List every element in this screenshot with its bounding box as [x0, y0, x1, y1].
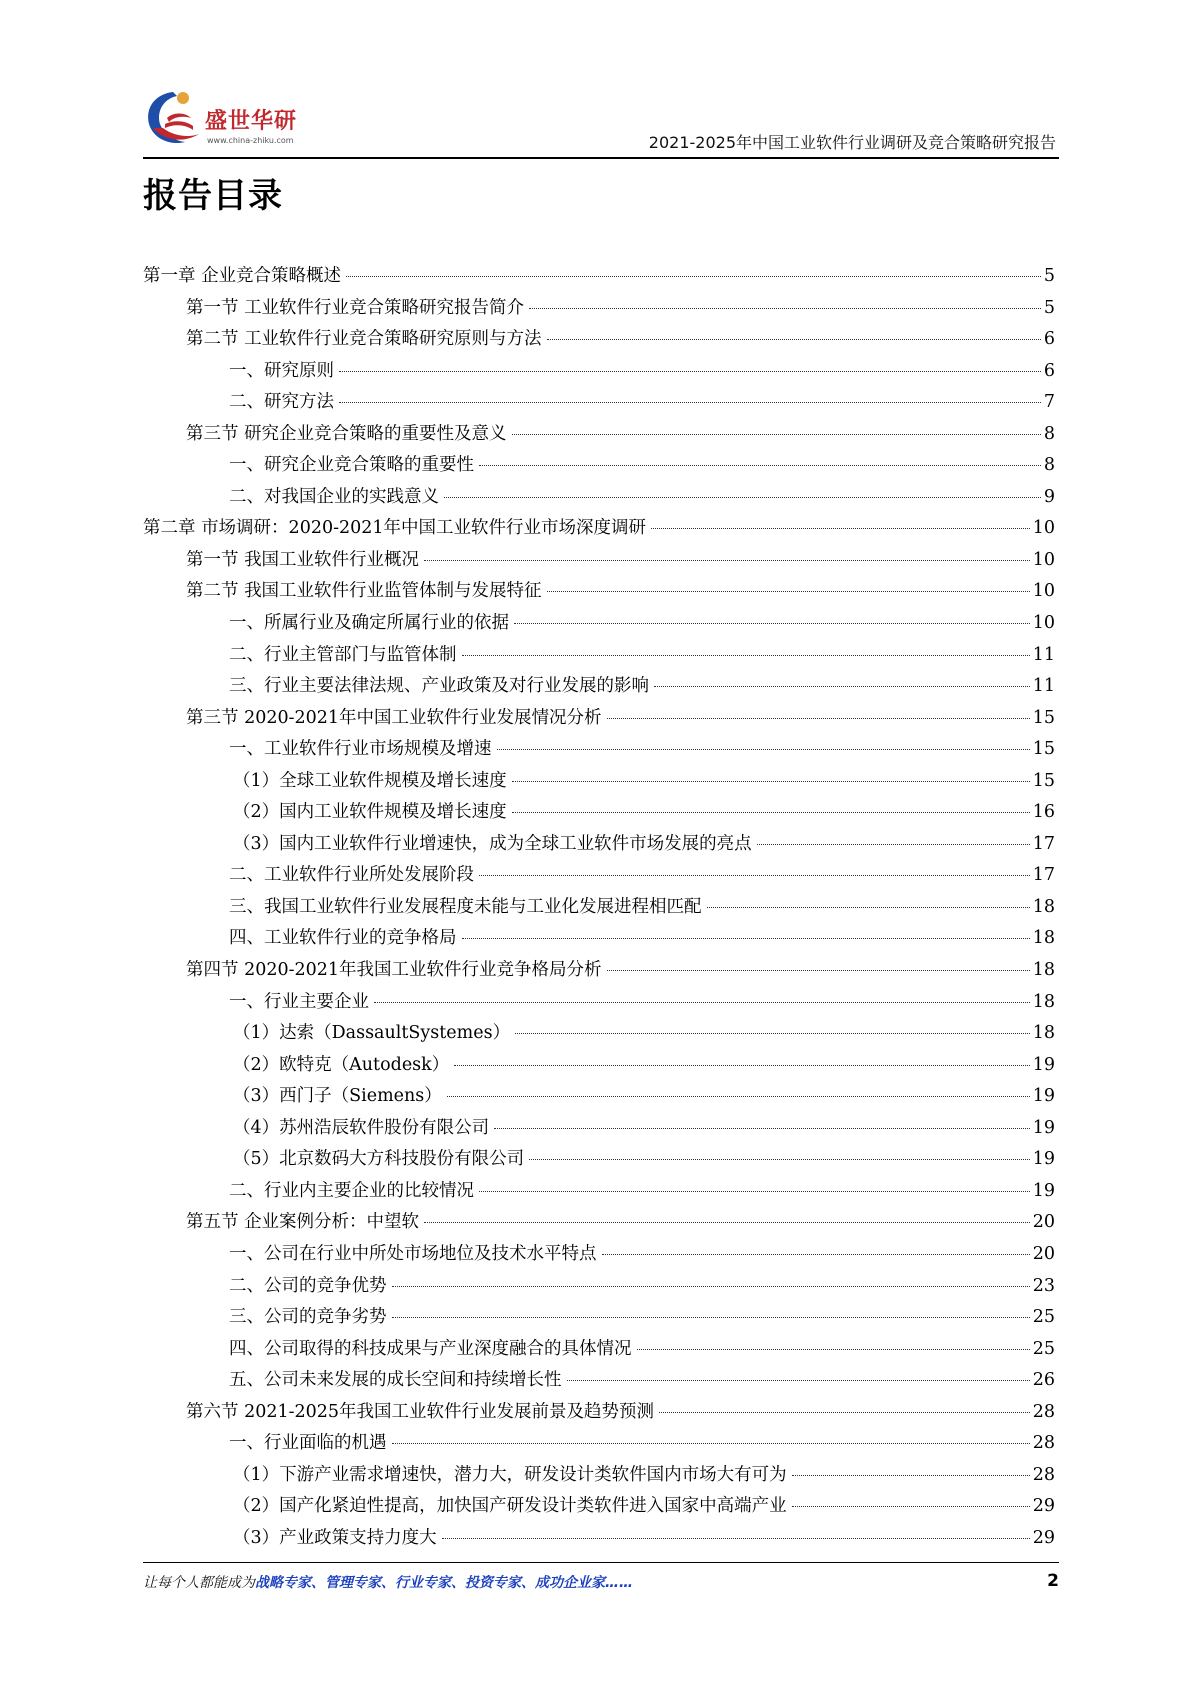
toc-entry-page: 25: [1032, 1307, 1055, 1328]
toc-entry[interactable]: [143, 1398, 1055, 1430]
toc-entry[interactable]: [143, 641, 1055, 673]
toc-entry[interactable]: [143, 1335, 1055, 1367]
toc-entry-page: 11: [1032, 644, 1055, 665]
toc-entry-label: 二、工业软件行业所处发展阶段: [229, 865, 474, 886]
toc-entry-label: 第三节 研究企业竞合策略的重要性及意义: [186, 423, 507, 444]
toc-entry-page: 19: [1032, 1054, 1055, 1075]
toc-entry-page: 28: [1032, 1464, 1055, 1485]
toc-entry-label: 二、对我国企业的实践意义: [229, 486, 439, 507]
toc-entry-label: 三、行业主要法律法规、产业政策及对行业发展的影响: [229, 676, 649, 697]
toc-entry-label: 第六节 2021-2025年我国工业软件行业发展前景及趋势预测: [186, 1401, 655, 1422]
toc-entry-label: 一、研究企业竞合策略的重要性: [229, 455, 474, 476]
toc-entry-page: 26: [1032, 1370, 1055, 1391]
toc-entry[interactable]: [143, 1082, 1055, 1114]
logo-text: 盛世华研: [205, 109, 298, 134]
toc-entry[interactable]: [143, 672, 1055, 704]
toc-entry-label: 二、行业主管部门与监管体制: [229, 644, 457, 665]
toc-dot-leader: [339, 402, 1041, 403]
toc-entry-label: 四、工业软件行业的竞争格局: [229, 928, 457, 949]
toc-entry-label: （2）欧特克（Autodesk）: [233, 1054, 450, 1075]
toc-dot-leader: [479, 875, 1030, 876]
toc-entry[interactable]: [143, 262, 1055, 294]
toc-entry-page: 18: [1032, 928, 1055, 949]
toc-entry-page: 20: [1032, 1212, 1055, 1233]
toc-entry-page: 10: [1032, 518, 1055, 539]
toc-entry[interactable]: [143, 357, 1055, 389]
header-divider: [143, 157, 1059, 159]
toc-entry-label: 第一章 企业竞合策略概述: [143, 266, 342, 286]
toc-entry-page: 9: [1043, 486, 1055, 507]
toc-entry-label: 第一节 我国工业软件行业概况: [186, 549, 420, 570]
toc-entry[interactable]: [143, 704, 1055, 736]
toc-entry-page: 18: [1032, 991, 1055, 1012]
toc-entry-page: 5: [1043, 266, 1055, 286]
toc-dot-leader: [497, 749, 1030, 750]
toc-dot-leader: [392, 1286, 1030, 1287]
toc-dot-leader: [607, 718, 1030, 719]
toc-entry-page: 5: [1043, 297, 1055, 318]
toc-entry-label: 一、研究原则: [229, 360, 334, 381]
toc-dot-leader: [392, 1317, 1030, 1318]
toc-entry-page: 19: [1032, 1086, 1055, 1107]
toc-entry-page: 16: [1032, 802, 1055, 823]
toc-entry-page: 10: [1032, 581, 1055, 602]
page-footer: [143, 1572, 1059, 1602]
toc-entry-page: 18: [1032, 1023, 1055, 1044]
toc-entry[interactable]: [143, 735, 1055, 767]
toc-entry-page: 8: [1043, 455, 1055, 476]
toc-entry[interactable]: [143, 1240, 1055, 1272]
toc-entry-page: 17: [1032, 833, 1055, 854]
toc-dot-leader: [514, 623, 1030, 624]
toc-entry-label: 五、公司未来发展的成长空间和持续增长性: [229, 1370, 562, 1391]
toc-entry-page: 10: [1032, 613, 1055, 634]
toc-entry-page: 15: [1032, 770, 1055, 791]
toc-dot-leader: [494, 1128, 1030, 1129]
toc-entry-label: 二、研究方法: [229, 392, 334, 413]
toc-dot-leader: [462, 655, 1030, 656]
toc-entry[interactable]: [143, 1051, 1055, 1083]
toc-entry-label: （3）西门子（Siemens）: [233, 1086, 442, 1107]
toc-entry-label: 第二节 工业软件行业竞合策略研究原则与方法: [186, 329, 542, 350]
toc-entry-page: 6: [1043, 360, 1055, 381]
toc-entry-page: 29: [1032, 1496, 1055, 1517]
toc-dot-leader: [637, 1349, 1030, 1350]
toc-dot-leader: [607, 970, 1030, 971]
toc-entry[interactable]: [143, 988, 1055, 1020]
toc-entry-label: 一、行业主要企业: [229, 991, 369, 1012]
toc-entry-label: （4）苏州浩辰软件股份有限公司: [233, 1117, 490, 1138]
page-number: 2: [1047, 1571, 1059, 1591]
toc-entry-page: 7: [1043, 392, 1055, 413]
toc-dot-leader: [602, 1254, 1030, 1255]
toc-dot-leader: [547, 591, 1030, 592]
toc-entry[interactable]: [143, 577, 1055, 609]
page-header: [143, 78, 1058, 158]
company-logo: [143, 84, 323, 154]
toc-entry[interactable]: [143, 1208, 1055, 1240]
toc-dot-leader: [479, 1191, 1030, 1192]
toc-entry-label: 三、我国工业软件行业发展程度未能与工业化发展进程相匹配: [229, 896, 702, 917]
toc-entry-page: 11: [1032, 676, 1055, 697]
toc-dot-leader: [462, 938, 1030, 939]
report-title: 2021-2025年中国工业软件行业调研及竞合策略研究报告: [648, 133, 1056, 152]
toc-entry-label: 一、公司在行业中所处市场地位及技术水平特点: [229, 1243, 597, 1264]
toc-dot-leader: [424, 560, 1030, 561]
toc-dot-leader: [512, 812, 1030, 813]
toc-entry-label: 一、所属行业及确定所属行业的依据: [229, 613, 509, 634]
toc-entry-page: 20: [1032, 1243, 1055, 1264]
toc-entry-label: 第二章 市场调研：2020-2021年中国工业软件行业市场深度调研: [143, 518, 647, 539]
table-of-contents: [143, 262, 1055, 1555]
toc-dot-leader: [339, 371, 1041, 372]
toc-dot-leader: [654, 686, 1030, 687]
toc-entry-label: 四、公司取得的科技成果与产业深度融合的具体情况: [229, 1338, 632, 1359]
logo-url: www.china-zhiku.com: [207, 136, 294, 145]
toc-entry[interactable]: [143, 1303, 1055, 1335]
toc-dot-leader: [651, 528, 1030, 529]
toc-entry-page: 18: [1032, 960, 1055, 981]
toc-dot-leader: [454, 1065, 1029, 1066]
toc-entry[interactable]: [143, 609, 1055, 641]
toc-entry-label: （1）全球工业软件规模及增长速度: [233, 770, 507, 791]
toc-entry[interactable]: [143, 1429, 1055, 1461]
toc-entry[interactable]: [143, 1145, 1055, 1177]
toc-entry-page: 8: [1043, 423, 1055, 444]
toc-entry[interactable]: [143, 388, 1055, 420]
toc-entry-label: 一、工业软件行业市场规模及增速: [229, 739, 492, 760]
toc-dot-leader: [444, 497, 1041, 498]
toc-dot-leader: [512, 781, 1030, 782]
toc-dot-leader: [392, 1443, 1030, 1444]
toc-entry[interactable]: [143, 451, 1055, 483]
toc-entry[interactable]: [143, 546, 1055, 578]
toc-entry-page: 17: [1032, 865, 1055, 886]
toc-entry-page: 19: [1032, 1117, 1055, 1138]
toc-dot-leader: [792, 1475, 1030, 1476]
toc-entry[interactable]: [143, 924, 1055, 956]
toc-entry-page: 15: [1032, 707, 1055, 728]
toc-dot-leader: [792, 1506, 1030, 1507]
toc-entry-label: （2）国产化紧迫性提高，加快国产研发设计类软件进入国家中高端产业: [233, 1496, 787, 1517]
toc-entry-page: 23: [1032, 1275, 1055, 1296]
toc-entry-label: （1）下游产业需求增速快，潜力大，研发设计类软件国内市场大有可为: [233, 1464, 787, 1485]
footer-divider: [143, 1562, 1059, 1563]
toc-dot-leader: [346, 276, 1041, 277]
toc-entry-label: 第一节 工业软件行业竞合策略研究报告简介: [186, 297, 525, 318]
toc-entry[interactable]: [143, 1114, 1055, 1146]
toc-entry-page: 25: [1032, 1338, 1055, 1359]
toc-dot-leader: [659, 1412, 1030, 1413]
toc-entry[interactable]: [143, 1272, 1055, 1304]
toc-dot-leader: [707, 907, 1030, 908]
toc-entry-page: 18: [1032, 896, 1055, 917]
toc-entry-page: 10: [1032, 549, 1055, 570]
toc-entry[interactable]: [143, 767, 1055, 799]
toc-entry[interactable]: [143, 325, 1055, 357]
toc-dot-leader: [424, 1222, 1030, 1223]
toc-entry-page: 29: [1032, 1527, 1055, 1548]
toc-entry-label: 二、行业内主要企业的比较情况: [229, 1180, 474, 1201]
toc-dot-leader: [515, 1033, 1030, 1034]
toc-entry[interactable]: [143, 1524, 1055, 1556]
toc-entry-label: 一、行业面临的机遇: [229, 1433, 387, 1454]
toc-entry[interactable]: [143, 956, 1055, 988]
toc-entry[interactable]: [143, 420, 1055, 452]
toc-entry[interactable]: [143, 798, 1055, 830]
toc-entry-label: （3）产业政策支持力度大: [233, 1527, 437, 1548]
toc-entry[interactable]: [143, 1366, 1055, 1398]
footer-slogan-highlight: 战略专家、管理专家、行业专家、投资专家、成功企业家……: [255, 1575, 633, 1591]
toc-entry-page: 28: [1032, 1433, 1055, 1454]
toc-entry[interactable]: [143, 514, 1055, 546]
toc-dot-leader: [512, 434, 1041, 435]
toc-entry-page: 15: [1032, 739, 1055, 760]
toc-entry[interactable]: [143, 294, 1055, 326]
toc-entry-label: 第三节 2020-2021年中国工业软件行业发展情况分析: [186, 707, 602, 728]
toc-dot-leader: [529, 1159, 1030, 1160]
toc-dot-leader: [442, 1538, 1030, 1539]
toc-entry-label: 三、公司的竞争劣势: [229, 1307, 387, 1328]
toc-dot-leader: [757, 844, 1030, 845]
toc-entry[interactable]: [143, 1492, 1055, 1524]
toc-entry[interactable]: [143, 483, 1055, 515]
toc-entry-label: （1）达索（DassaultSystemes）: [233, 1023, 511, 1044]
toc-entry-label: 二、公司的竞争优势: [229, 1275, 387, 1296]
toc-dot-leader: [547, 339, 1041, 340]
toc-dot-leader: [479, 465, 1041, 466]
footer-slogan-prefix: 让每个人都能成为: [143, 1575, 255, 1591]
toc-dot-leader: [529, 308, 1041, 309]
toc-dot-leader: [567, 1380, 1030, 1381]
toc-entry[interactable]: [143, 1019, 1055, 1051]
page-title: 报告目录: [143, 176, 283, 216]
toc-entry-label: 第五节 企业案例分析：中望软: [186, 1212, 420, 1233]
toc-entry-page: 28: [1032, 1401, 1055, 1422]
toc-entry-page: 6: [1043, 329, 1055, 350]
toc-entry[interactable]: [143, 830, 1055, 862]
toc-entry-page: 19: [1032, 1180, 1055, 1201]
toc-entry-label: 第四节 2020-2021年我国工业软件行业竞争格局分析: [186, 960, 602, 981]
toc-dot-leader: [447, 1096, 1030, 1097]
toc-entry-label: 第二节 我国工业软件行业监管体制与发展特征: [186, 581, 542, 602]
toc-entry-page: 19: [1032, 1149, 1055, 1170]
toc-entry[interactable]: [143, 1177, 1055, 1209]
toc-entry-label: （3）国内工业软件行业增速快，成为全球工业软件市场发展的亮点: [233, 833, 752, 854]
toc-entry[interactable]: [143, 893, 1055, 925]
toc-entry[interactable]: [143, 1461, 1055, 1493]
toc-entry-label: （2）国内工业软件规模及增长速度: [233, 802, 507, 823]
toc-entry-label: （5）北京数码大方科技股份有限公司: [233, 1149, 525, 1170]
toc-dot-leader: [374, 1002, 1030, 1003]
toc-entry[interactable]: [143, 861, 1055, 893]
